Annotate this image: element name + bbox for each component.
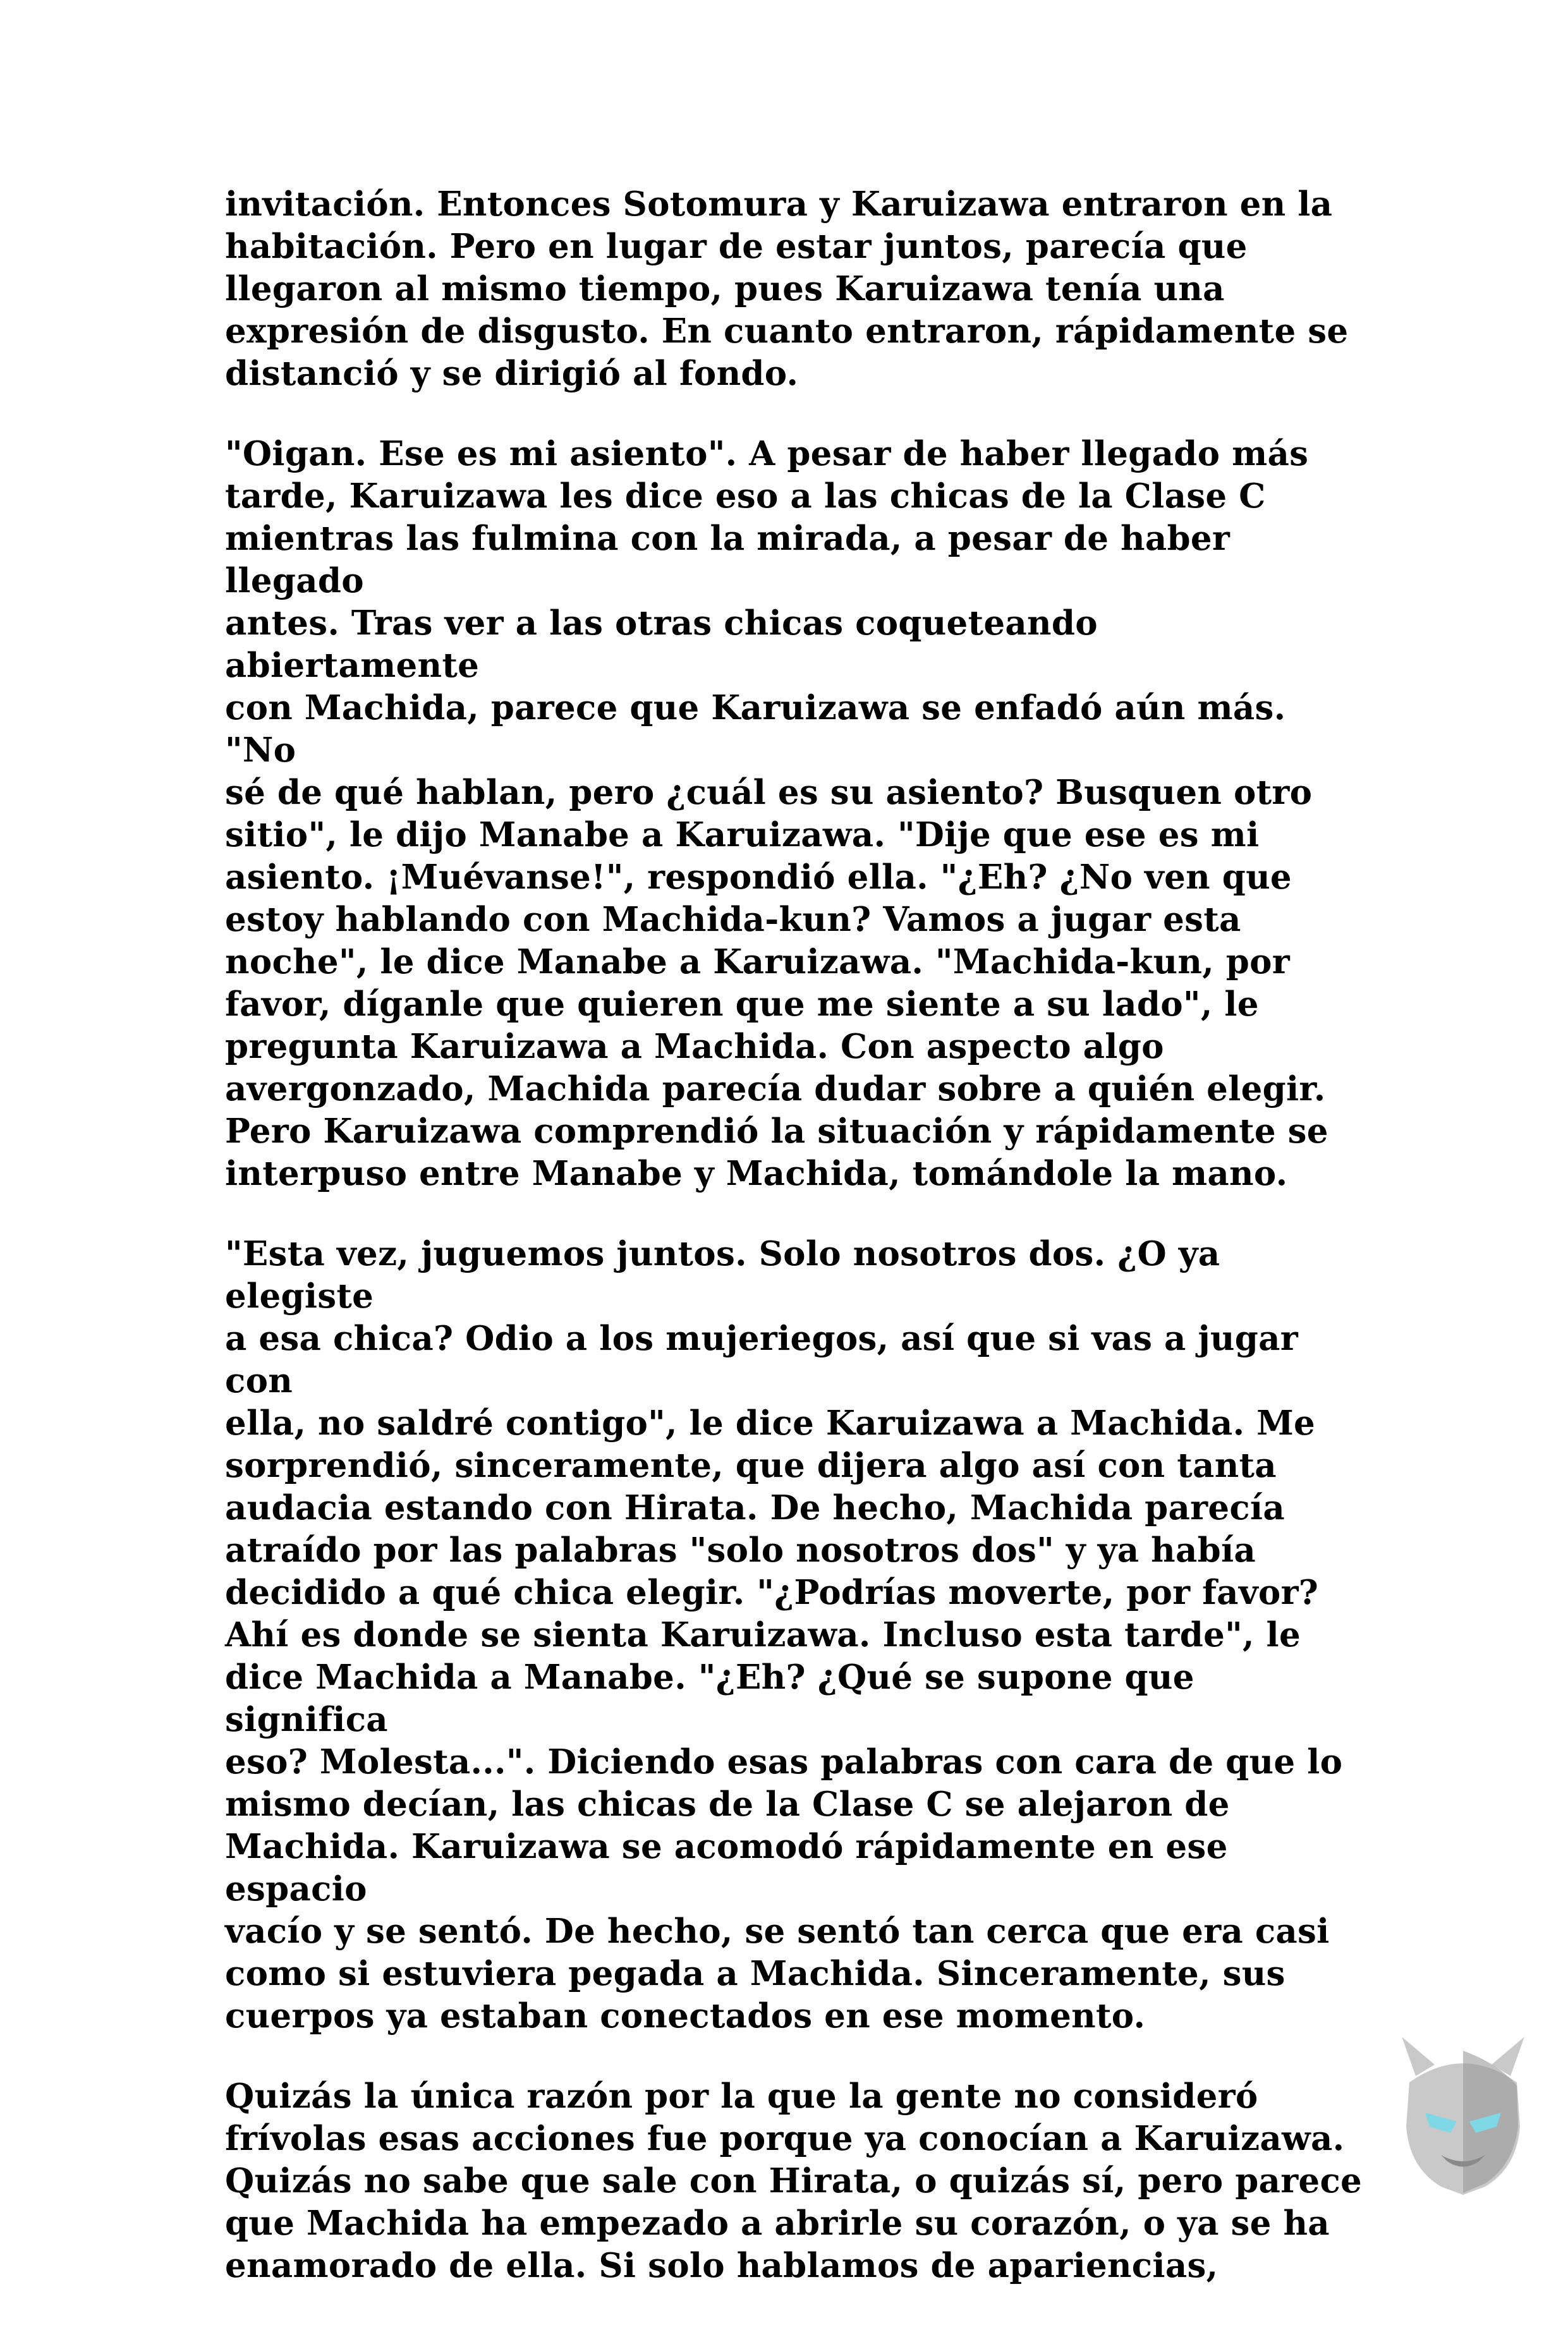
paragraph: "Oigan. Ese es mi asiento". A pesar de haber llegado más tarde, Karuizawa les dice eso a las chicas de la Clase C mientras las fulmina con la mirada, a pesar de haber llegado antes. Tras ver a las otras chicas coqueteando abiertamente con Machida, parece que Karuizawa se enfadó aún más. "No sé de qué hablan, pero ¿cuál es su asiento? Busquen otro sitio", le dijo Manabe a Karuizawa. "Dije que ese es mi asiento. ¡Muévanse!", respondió ella. "¿Eh? ¿No ven que estoy hablando con Machida-kun? Vamos a jugar esta noche", le dice Manabe a Karuizawa. "Machida-kun, por favor, díganle que quieren que me siente a su lado", le pregunta Karuizawa a Machida. Con aspecto algo avergonzado, Machida parecía dudar sobre a quién elegir. Pero Karuizawa comprendió la situación y rápidamente se interpuso entre Manabe y Machida, tomándole la mano. [225, 434, 1328, 1193]
paragraph: "Esta vez, juguemos juntos. Solo nosotros dos. ¿O ya elegiste a esa chica? Odio a los mujeriegos, así que si vas a jugar con ella, no saldré contigo", le dice Karuizawa a Machida. Me sorprendió, sinceramente, que dijera algo así con tanta audacia estando con Hirata. De hecho, Machida parecía atraído por las palabras "solo nosotros dos" y ya había decidido a qué chica elegir. "¿Podrías moverte, por favor? Ahí es donde se sienta Karuizawa. Incluso esta tarde", le dice Machida a Manabe. "¿Eh? ¿Qué se supone que significa eso? Molesta...". Diciendo esas palabras con cara de que lo mismo decían, las chicas de la Clase C se alejaron de Machida. Karuizawa se acomodó rápidamente en ese espacio vacío y se sentó. De hecho, se sentó tan cerca que era casi como si estuviera pegada a Machida. Sinceramente, sus cuerpos ya estaban conectados en ese momento. [225, 1234, 1343, 2036]
text-body [225, 183, 1363, 2325]
demon-mask-icon [1390, 2032, 1536, 2196]
paragraph: invitación. Entonces Sotomura y Karuizawa entraron en la habitación. Pero en lugar de estar juntos, parecía que llegaron al mismo tiempo, pues Karuizawa tenía una expresión de disgusto. En cuanto entraron, rápidamente se distanció y se dirigió al fondo. [225, 185, 1349, 393]
paragraph: Quizás la única razón por la que la gente no consideró frívolas esas acciones fue porque ya conocían a Karuizawa. Quizás no sabe que sale con Hirata, o quizás sí, pero parece que Machida ha empezado a abrirle su corazón, o ya se ha enamorado de ella. Si solo hablamos de apariencias, [225, 2077, 1363, 2285]
